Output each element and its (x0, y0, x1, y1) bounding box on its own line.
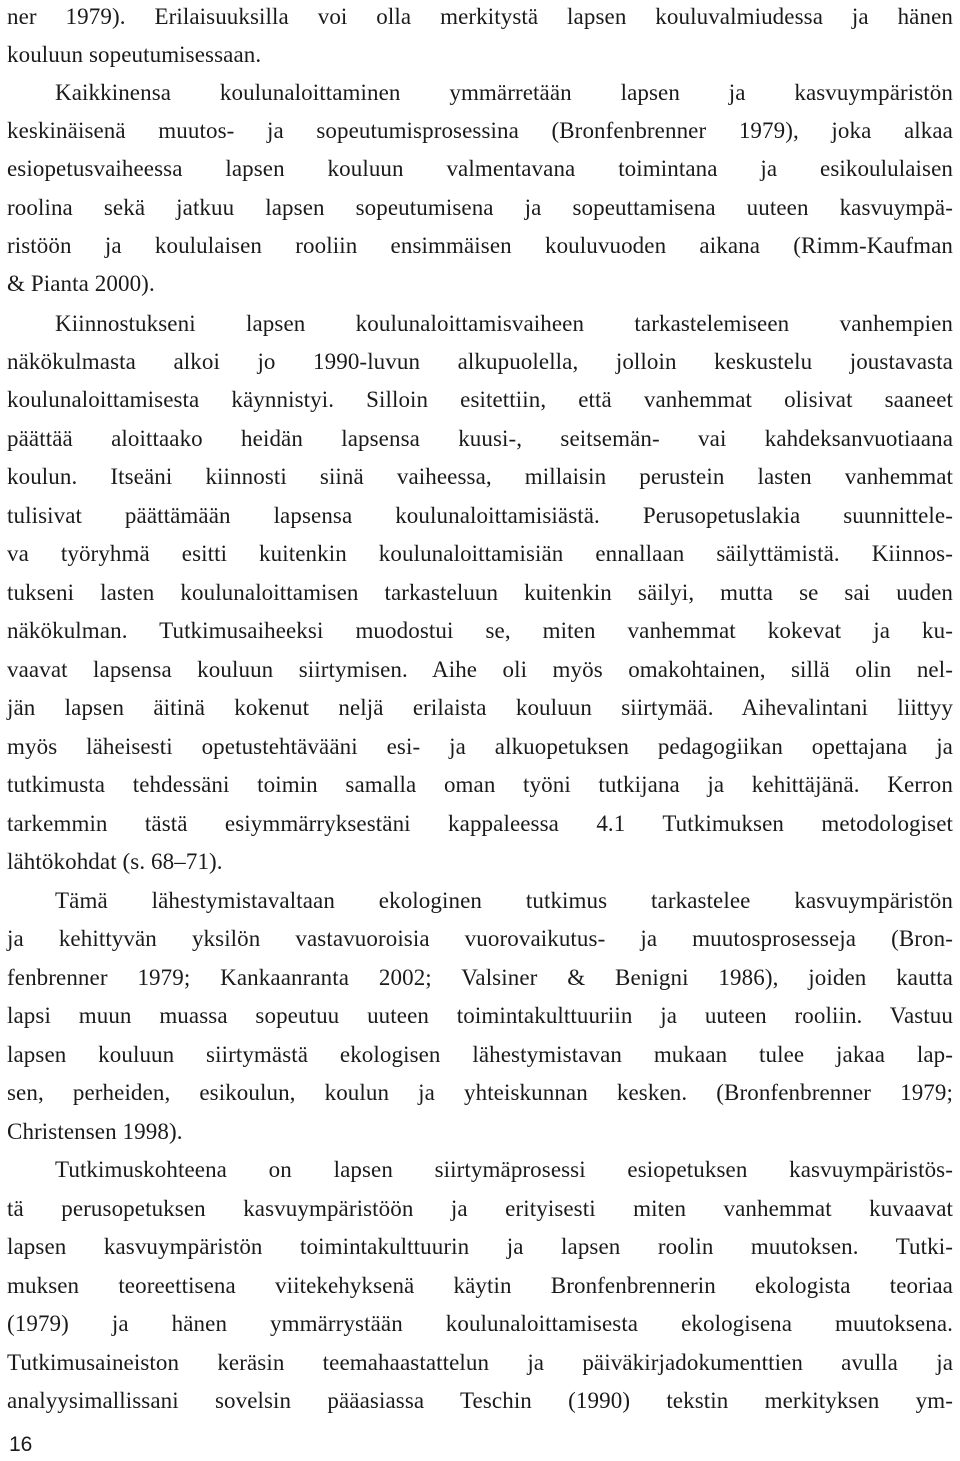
text-line: keskinäisenä muutos- ja sopeutumisprosessina (Bronfenbrenner 1979), joka alkaa (7, 118, 953, 143)
text-line: Kiinnostukseni lapsen koulunaloittamisvaiheen tarkastelemiseen vanhempien (55, 311, 953, 336)
text-line: tutkimusta tehdessäni toimin samalla oman työni tutkijana ja kehittäjänä. Kerron (7, 772, 953, 797)
text-line: ner 1979). Erilaisuuksilla voi olla merkitystä lapsen kouluvalmiudessa ja hänen (7, 4, 953, 29)
text-line: muksen teoreettisena viitekehyksenä käytin Bronfenbrennerin ekologista teoriaa (7, 1273, 953, 1298)
text-line: päättää aloittaako heidän lapsensa kuusi-, seitsemän- vai kahdeksanvuotiaana (7, 426, 953, 451)
text-line: koulunaloittamisesta käynnistyi. Silloin esitettiin, että vanhemmat olisivat saaneet (7, 387, 953, 412)
text-line: (1979) ja hänen ymmärrystään koulunaloittamisesta ekologisena muutoksena. (7, 1311, 953, 1336)
page-number: 16 (9, 1433, 33, 1456)
text-line: tä perusopetuksen kasvuympäristöön ja erityisesti miten vanhemmat kuvaavat (7, 1196, 953, 1221)
text-line: va työryhmä esitti kuitenkin koulunaloittamisiän ennallaan säilyttämistä. Kiinnos- (7, 541, 953, 566)
text-line: koulun. Itseäni kiinnosti siinä vaiheessa, millaisin perustein lasten vanhemmat (7, 464, 953, 489)
text-line: tukseni lasten koulunaloittamisen tarkasteluun kuitenkin säilyi, mutta se sai uuden (7, 580, 953, 605)
text-line: Tutkimusaineiston keräsin teemahaastattelun ja päiväkirjadokumenttien avulla ja (7, 1350, 953, 1375)
text-line: jän lapsen äitinä kokenut neljä erilaista kouluun siirtymää. Aihevalintani liittyy (7, 695, 953, 720)
text-line: lapsen kasvuympäristön toimintakulttuurin ja lapsen roolin muutoksen. Tutki- (7, 1234, 953, 1259)
text-line: vaavat lapsensa kouluun siirtymisen. Aihe oli myös omakohtainen, sillä olin nel- (7, 657, 953, 682)
text-line: myös läheisesti opetustehtävääni esi- ja alkuopetuksen pedagogiikan opettajana ja (7, 734, 953, 759)
text-line: & Pianta 2000). (7, 271, 155, 296)
text-line: Tutkimuskohteena on lapsen siirtymäprosessi esiopetuksen kasvuympäristös- (55, 1157, 953, 1182)
text-line: kouluun sopeutumisessaan. (7, 42, 262, 67)
text-line: näkökulmasta alkoi jo 1990-luvun alkupuolella, jolloin keskustelu joustavasta (7, 349, 953, 374)
text-line: lapsen kouluun siirtymästä ekologisen lähestymistavan mukaan tulee jakaa lap- (7, 1042, 953, 1067)
text-line: tarkemmin tästä esiymmärryksestäni kappaleessa 4.1 Tutkimuksen metodologiset (7, 811, 953, 836)
text-line: analyysimallissani sovelsin pääasiassa Teschin (1990) tekstin merkityksen ym- (7, 1388, 953, 1413)
text-line: sen, perheiden, esikoulun, koulun ja yhteiskunnan kesken. (Bronfenbrenner 1979; (7, 1080, 953, 1105)
text-line: lähtökohdat (s. 68–71). (7, 849, 223, 874)
text-line: näkökulman. Tutkimusaiheeksi muodostui se, miten vanhemmat kokevat ja ku- (7, 618, 953, 643)
text-line: ristöön ja koululaisen rooliin ensimmäisen kouluvuoden aikana (Rimm-Kaufman (7, 233, 953, 258)
text-line: tulisivat päättämään lapsensa koulunaloittamisiästä. Perusopetuslakia suunnittele- (7, 503, 953, 528)
text-line: Kaikkinensa koulunaloittaminen ymmärretään lapsen ja kasvuympäristön (55, 80, 953, 105)
text-line: ja kehittyvän yksilön vastavuoroisia vuorovaikutus- ja muutosprosesseja (Bron- (7, 926, 953, 951)
text-line: Tämä lähestymistavaltaan ekologinen tutkimus tarkastelee kasvuympäristön (55, 888, 953, 913)
text-line: fenbrenner 1979; Kankaanranta 2002; Valsiner & Benigni 1986), joiden kautta (7, 965, 953, 990)
text-line: lapsi muun muassa sopeutuu uuteen toimintakulttuuriin ja uuteen rooliin. Vastuu (7, 1003, 953, 1028)
text-line: roolina sekä jatkuu lapsen sopeutumisena ja sopeuttamisena uuteen kasvuympä- (7, 195, 953, 220)
text-line: Christensen 1998). (7, 1119, 183, 1144)
text-line: esiopetusvaiheessa lapsen kouluun valmentavana toimintana ja esikoululaisen (7, 156, 953, 181)
